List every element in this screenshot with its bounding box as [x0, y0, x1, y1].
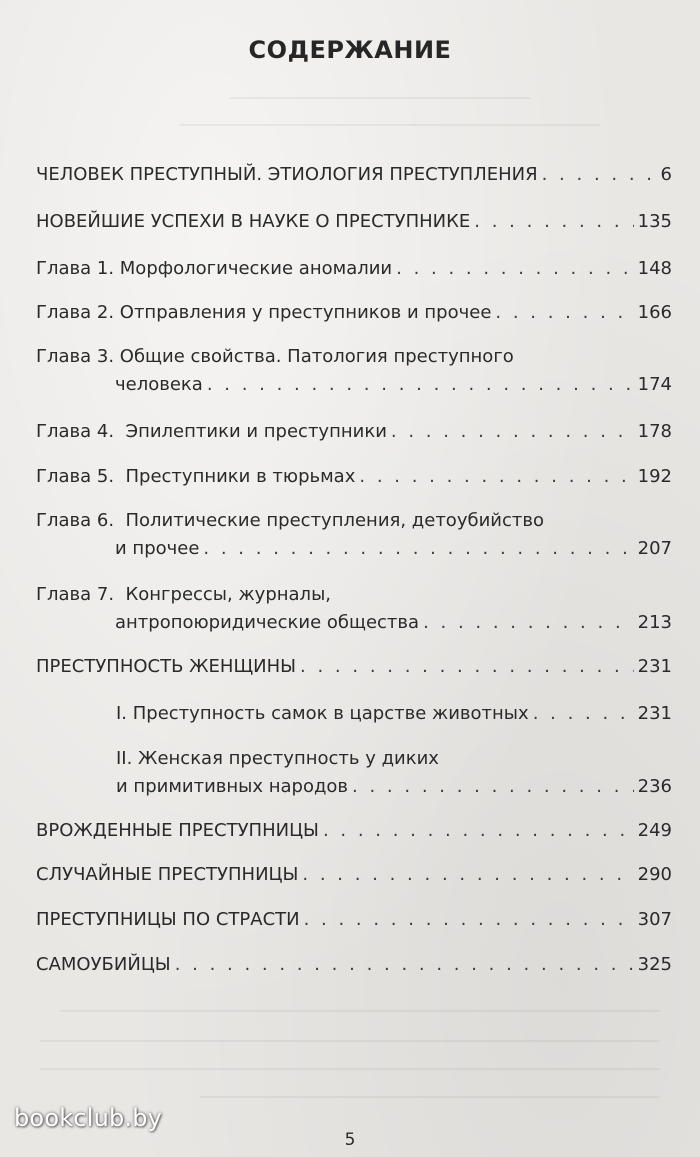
- toc-entry-page: 207: [637, 538, 672, 559]
- chapter-label: Глава 1.: [36, 258, 115, 279]
- dot-leader: [474, 209, 633, 235]
- dot-leader: [359, 464, 633, 490]
- toc-entry: [36, 701, 672, 727]
- toc-entry: [36, 162, 672, 188]
- toc-entry-title: ПРЕСТУПНОСТЬ ЖЕНЩИНЫ: [36, 656, 297, 677]
- toc-entry: [36, 508, 672, 562]
- chapter-label: Глава 6.: [36, 510, 115, 531]
- toc-entry-title: НОВЕЙШИЕ УСПЕХИ В НАУКЕ О ПРЕСТУПНИКЕ: [36, 211, 471, 232]
- toc-entry: [36, 952, 672, 978]
- toc-entry: [36, 582, 672, 636]
- page-title: СОДЕРЖАНИЕ: [248, 36, 452, 64]
- chapter-label: Глава 2.: [36, 302, 115, 323]
- dot-leader: [495, 300, 633, 326]
- toc-entry: [36, 818, 672, 844]
- toc-entry-title: Отправления у преступников и прочее: [119, 302, 492, 323]
- toc-entry-title: ЧЕЛОВЕК ПРЕСТУПНЫЙ. ЭТИОЛОГИЯ ПРЕСТУПЛЕНИЯ: [36, 164, 538, 185]
- dot-leader: [396, 256, 634, 282]
- toc-entry-page: 148: [637, 258, 672, 279]
- toc-entry-page: 236: [637, 776, 672, 797]
- chapter-label: Глава 3.: [36, 346, 115, 367]
- toc-entry-title: ВРОЖДЕННЫЕ ПРЕСТУПНИЦЫ: [36, 820, 319, 841]
- toc-entry: [36, 862, 672, 888]
- toc-entry: [36, 300, 672, 326]
- toc-entry-title-continued: человека: [115, 374, 203, 395]
- toc-entry: [36, 419, 672, 445]
- toc-entry-title: Морфологические аномалии: [119, 258, 393, 279]
- toc-entry: [36, 209, 672, 235]
- dot-leader: [323, 818, 634, 844]
- toc-entry-page: 213: [637, 612, 672, 633]
- chapter-label: Глава 7.: [36, 584, 115, 605]
- toc-entry-title-continued: и прочее: [115, 538, 200, 559]
- toc-entry-title: САМОУБИЙЦЫ: [36, 954, 171, 975]
- toc-entry-title: II. Женская преступность у диких: [116, 748, 439, 769]
- toc-entry-title: Политические преступления, детоубийство: [125, 510, 544, 531]
- toc-entry-page: 6: [660, 164, 672, 185]
- bleed-through-line: [230, 97, 530, 99]
- dot-leader: [304, 907, 634, 933]
- dot-leader: [352, 774, 634, 800]
- dot-leader: [203, 536, 633, 562]
- page-number: 5: [344, 1130, 356, 1150]
- bleed-through-line: [40, 1068, 660, 1070]
- dot-leader: [533, 701, 634, 727]
- toc-entry-title: I. Преступность самок в царстве животных: [116, 703, 529, 724]
- toc-entry-page: 307: [637, 909, 672, 930]
- toc-entry: [36, 256, 672, 282]
- toc-entry: [36, 907, 672, 933]
- dot-leader: [302, 862, 633, 888]
- dot-leader: [207, 372, 634, 398]
- toc-entry-page: 231: [637, 703, 672, 724]
- toc-entry-title-continued: и примитивных народов: [116, 776, 349, 797]
- watermark: bookclub.by: [14, 1104, 163, 1132]
- toc-entry-page: 192: [637, 466, 672, 487]
- toc-entry-title: Общие свойства. Патология преступного: [119, 346, 514, 367]
- chapter-label: Глава 5.: [36, 466, 115, 487]
- toc-entry-page: 178: [637, 421, 672, 442]
- chapter-label: Глава 4.: [36, 421, 115, 442]
- toc-entry-title: Конгрессы, журналы,: [125, 584, 331, 605]
- bleed-through-line: [60, 1010, 660, 1012]
- toc-entry-page: 249: [637, 820, 672, 841]
- toc-entry-title: Эпилептики и преступники: [125, 421, 387, 442]
- toc-entry-page: 135: [637, 211, 672, 232]
- toc-entry-page: 290: [637, 864, 672, 885]
- bleed-through-line: [180, 124, 600, 126]
- toc-entry-page: 174: [637, 374, 672, 395]
- dot-leader: [391, 419, 634, 445]
- bleed-through-line: [40, 1040, 660, 1042]
- dot-leader: [542, 162, 657, 188]
- dot-leader: [175, 952, 634, 978]
- toc-entry-page: 231: [637, 656, 672, 677]
- toc-entry-title: Преступники в тюрьмах: [125, 466, 356, 487]
- toc-entry-title-continued: антропоюридические общества: [115, 612, 420, 633]
- dot-leader: [300, 654, 634, 680]
- toc-entry: [36, 344, 672, 398]
- dot-leader: [423, 610, 634, 636]
- toc-entry: [36, 464, 672, 490]
- toc-entry-title: СЛУЧАЙНЫЕ ПРЕСТУПНИЦЫ: [36, 864, 299, 885]
- toc-entry: [36, 746, 672, 800]
- toc-entry-page: 325: [637, 954, 672, 975]
- bleed-through-line: [200, 1096, 660, 1098]
- toc-entry: [36, 654, 672, 680]
- toc-entry-title: ПРЕСТУПНИЦЫ ПО СТРАСТИ: [36, 909, 300, 930]
- toc-entry-page: 166: [637, 302, 672, 323]
